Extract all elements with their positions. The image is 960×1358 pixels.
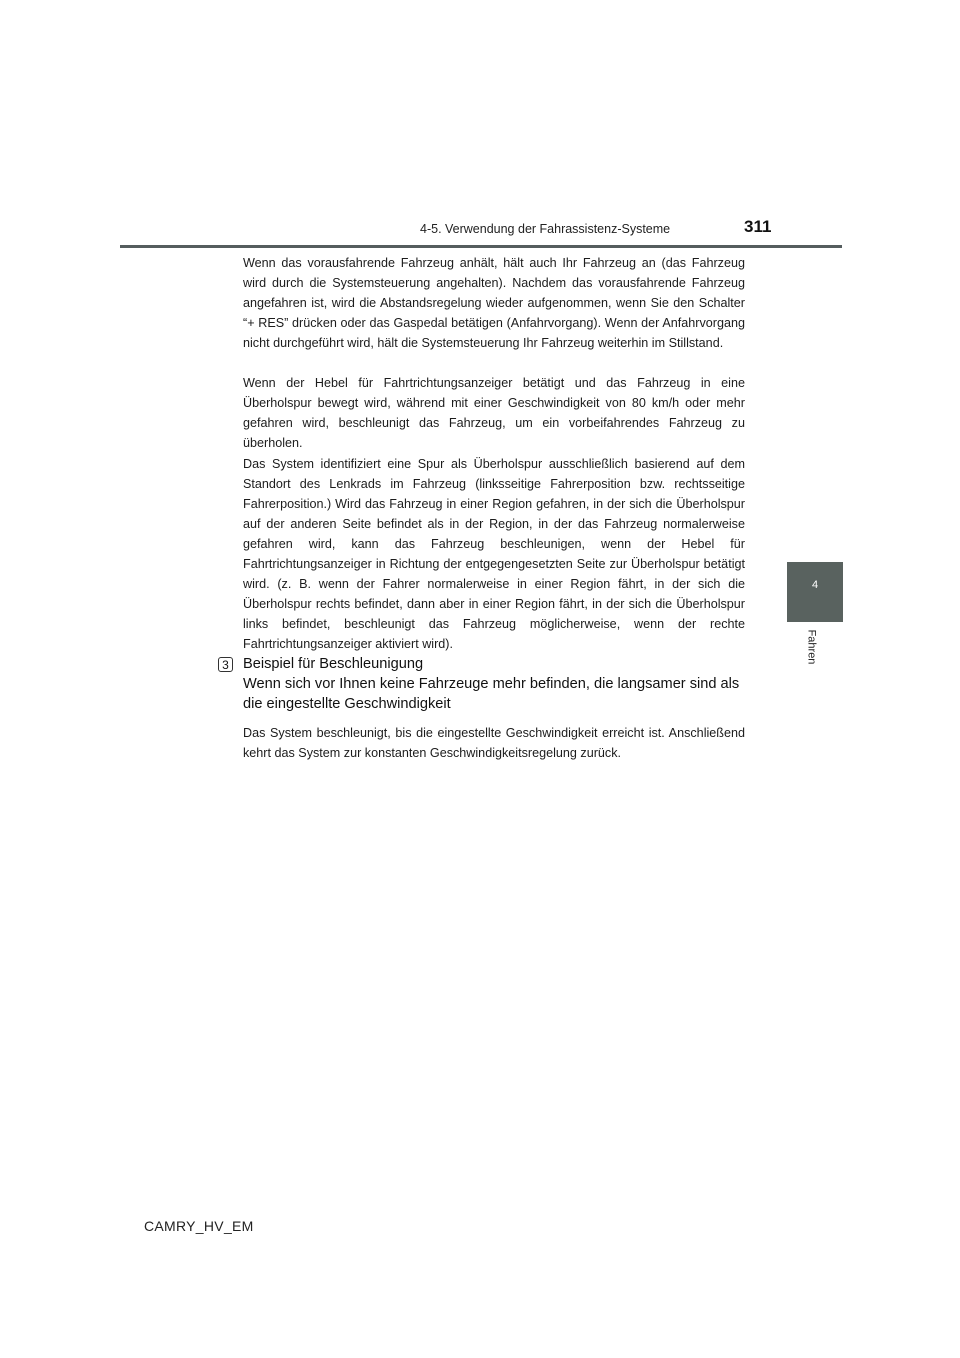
chapter-number: 4 (811, 579, 819, 591)
step-description: Das System beschleunigt, bis die eingestellte Geschwindigkeit erreicht ist. Anschließend kehrt das System zur konstanten Geschwindigkeitsregelung zurück. (243, 726, 745, 760)
chapter-tab (787, 562, 843, 622)
document-code: CAMRY_HV_EM (144, 1218, 254, 1234)
chapter-label-container (779, 620, 843, 674)
step-number-badge: 3 (218, 657, 233, 672)
header-divider (120, 245, 842, 248)
step-title-line-2: Wenn sich vor Ihnen keine Fahrzeuge mehr befinden, die langsamer sind als die eingestellte Geschwindigkeit (243, 676, 740, 712)
page-number: 311 (744, 217, 772, 236)
paragraph-overtaking-lane: Das System identifiziert eine Spur als Überholspur ausschließlich basierend auf dem Standort des Lenkrads im Fahrzeug (linksseitige Fahrerposition bzw. rechtsseitige Fahrerposition.) Wird das Fahrzeug in einer Region gefahren, in der sich die Überholspur auf der anderen Seite befindet als in der Region, in der das Fahrzeug normalerweise gefahren wird, kann das Fahrzeug beschleunigen, wenn der Hebel für Fahrtrichtungsanzeiger in Richtung der entgegengesetzten Seite zur Überholspur betätigt wird. (z. B. wenn der Fahrer normalerweise in einer Region fährt, in der sich die Überholspur rechts befindet, dann aber in einer Region fährt, in der sich die Überholspur links befindet, beschleunigt das Fahrzeug möglicherweise, wenn der rechte Fahrtrichtungsanzeiger aktiviert wird). (243, 457, 745, 651)
chapter-label: Fahren (804, 629, 817, 665)
paragraph-stop-and-go: Wenn das vorausfahrende Fahrzeug anhält, hält auch Ihr Fahrzeug an (das Fahrzeug wird durch die Systemsteuerung angehalten). Nachdem das vorausfahrende Fahrzeug angefahren ist, wird die Abstandsregelung wieder aufgenommen, wenn Sie den Schalter “+ RES” drücken oder das Gaspedal betätigen (Anfahrvorgang). Wenn der Anfahrvorgang nicht durchgeführt wird, hält die Systemsteuerung Ihr Fahrzeug weiterhin im Stillstand. (243, 256, 745, 350)
paragraph-overtaking: Wenn der Hebel für Fahrtrichtungsanzeiger betätigt und das Fahrzeug in eine Überholspur bewegt wird, während mit einer Geschwindigkeit von 80 km/h oder mehr gefahren wird, beschleunigt das Fahrzeug, um ein vorbeifahrendes Fahrzeug zu überholen. (243, 376, 745, 450)
step-title-line-1: Beispiel für Beschleunigung (243, 656, 424, 672)
step-title (243, 654, 745, 714)
section-header: 4-5. Verwendung der Fahrassistenz-Systeme (420, 222, 671, 236)
